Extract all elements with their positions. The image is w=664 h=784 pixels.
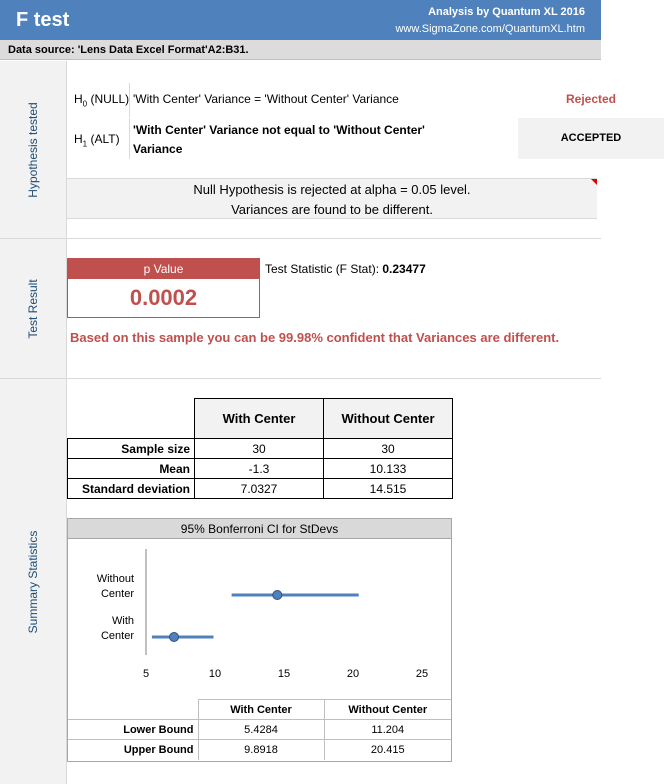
row-label: Standard deviation [68, 479, 195, 499]
divider [129, 83, 130, 117]
cell-value: 30 [195, 439, 324, 459]
bounds-column-header: With Center [198, 700, 324, 720]
data-source: Data source: 'Lens Data Excel Format'A2:B31. [0, 40, 601, 60]
y-category-label: Center [100, 588, 134, 600]
conclusion-line-1: Null Hypothesis is rejected at alpha = 0.05 level. [193, 182, 471, 197]
ci-point-estimate [273, 591, 282, 600]
bounds-column-header: Without Center [324, 700, 451, 720]
table-row [68, 459, 453, 479]
divider [129, 118, 130, 159]
brand-url[interactable]: www.SigmaZone.com/QuantumXL.htm [395, 23, 585, 35]
ci-chart [68, 539, 451, 699]
alt-hypothesis-text: 'With Center' Variance not equal to 'Without Center' Variance [133, 123, 425, 156]
confidence-statement: Based on this sample you can be 99.98% confident that Variances are different. [70, 330, 560, 345]
row-label: Sample size [68, 439, 195, 459]
hypothesis-side [0, 61, 67, 238]
comment-indicator[interactable] [591, 179, 597, 185]
brand-text: Analysis by Quantum XL 2016 [428, 6, 585, 18]
report-title: F test [16, 9, 70, 31]
section-divider [0, 378, 601, 379]
x-tick-label: 15 [277, 668, 291, 680]
bounds-table [68, 699, 451, 760]
cell-value: 7.0327 [195, 479, 324, 499]
p-value: 0.0002 [129, 285, 198, 310]
bounds-value: 5.4284 [198, 720, 324, 740]
test-result-side [0, 239, 67, 378]
conclusion-box [67, 178, 597, 219]
summary-side [0, 379, 67, 784]
null-hypothesis-row [67, 83, 617, 117]
summary-table [67, 398, 453, 499]
cell-value: 10.133 [324, 459, 453, 479]
bounds-value: 9.8918 [198, 740, 324, 760]
f-stat-value: 0.23477 [382, 262, 426, 276]
test-result-section-label: Test Result [26, 278, 40, 339]
cell-value: -1.3 [195, 459, 324, 479]
hypothesis-section-label: Hypothesis tested [26, 101, 40, 198]
x-tick-label: 25 [415, 668, 429, 680]
table-row [68, 740, 451, 760]
null-status: Rejected [565, 92, 617, 106]
summary-section-label: Summary Statistics [26, 530, 40, 633]
x-tick-label: 20 [346, 668, 360, 680]
cell-value: 14.515 [324, 479, 453, 499]
ci-chart-title: 95% Bonferroni CI for StDevs [68, 519, 451, 539]
table-row [68, 720, 451, 740]
ci-point-estimate [170, 633, 179, 642]
bounds-row-label: Lower Bound [68, 720, 198, 740]
row-label: Mean [68, 459, 195, 479]
alt-hypothesis-row [67, 118, 622, 159]
cell-value: 30 [324, 439, 453, 459]
section-divider [0, 238, 601, 239]
p-value-box [67, 258, 260, 318]
f-stat-label: Test Statistic (F Stat): [265, 262, 380, 276]
y-category-label: Without [96, 573, 134, 585]
y-category-label: Center [100, 630, 134, 642]
alt-status: ACCEPTED [518, 118, 664, 159]
report-header [0, 0, 601, 40]
table-row [68, 479, 453, 499]
null-hypothesis-label: $H_0$ (NULL) [74, 92, 130, 109]
bounds-row-label: Upper Bound [68, 740, 198, 760]
ci-chart-panel [67, 518, 452, 762]
y-category-label: With [112, 615, 134, 627]
bounds-value: 11.204 [324, 720, 451, 740]
x-tick-label: 5 [142, 668, 150, 680]
null-hypothesis-text: 'With Center' Variance = 'Without Center' Variance [133, 92, 399, 106]
table-row [68, 439, 453, 459]
conclusion-line-2: Variances are found to be different. [231, 202, 433, 217]
column-header: Without Center [324, 399, 453, 439]
alt-hypothesis-label: $H_1$ (ALT) [74, 132, 120, 149]
f-statistic [265, 262, 426, 276]
bounds-value: 20.415 [324, 740, 451, 760]
column-header: With Center [195, 399, 324, 439]
p-value-label: p Value [68, 259, 259, 279]
x-tick-label: 10 [208, 668, 222, 680]
